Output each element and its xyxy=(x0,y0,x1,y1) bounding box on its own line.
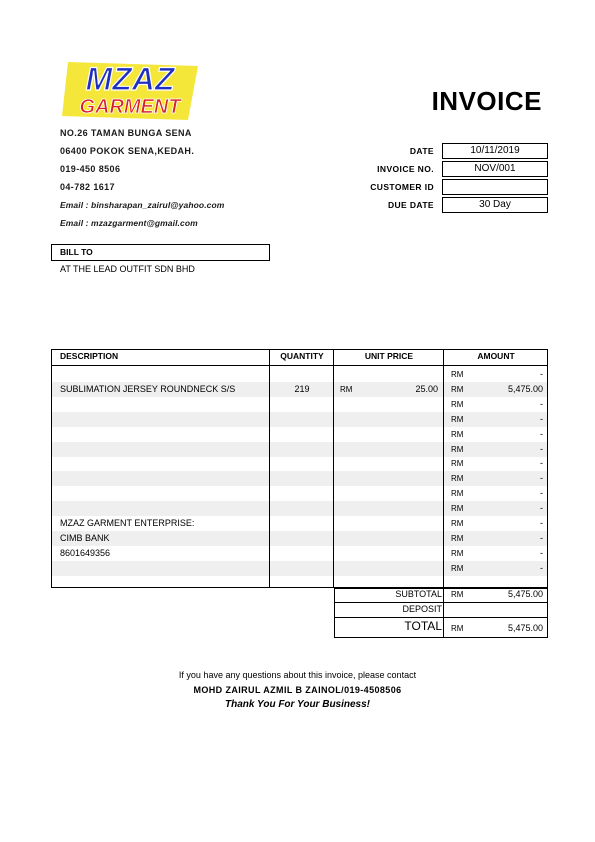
row-unit-currency xyxy=(340,412,360,427)
row-amount: - xyxy=(540,488,543,499)
row-unit-currency xyxy=(340,367,360,382)
row-unit-price xyxy=(360,471,438,486)
row-unit-currency xyxy=(340,442,360,457)
row-amount-currency: RM xyxy=(451,533,464,543)
row-amount-currency: RM xyxy=(451,399,464,409)
row-unit-currency xyxy=(340,397,360,412)
row-unit-currency xyxy=(340,427,360,442)
footer-contact-name: MOHD ZAIRUL AZMIL B ZAINOL/019-4508506 xyxy=(193,685,402,695)
description-header: DESCRIPTION xyxy=(51,349,270,366)
row-unit-price xyxy=(360,561,438,576)
row-unit-price xyxy=(360,412,438,427)
row-unit-price xyxy=(360,531,438,546)
row-amount: 5,475.00 xyxy=(507,383,543,394)
column-divider xyxy=(443,349,444,588)
row-description xyxy=(60,456,265,471)
subtotal-value: 5,475.00 xyxy=(507,589,543,599)
row-description xyxy=(60,427,265,442)
row-amount-currency: RM xyxy=(451,414,464,424)
customer-id-label: CUSTOMER ID xyxy=(370,182,434,192)
row-amount-currency: RM xyxy=(451,489,464,499)
row-unit-price xyxy=(360,501,438,516)
due-date-label: DUE DATE xyxy=(387,200,434,210)
row-quantity xyxy=(270,486,334,501)
row-unit-currency xyxy=(340,456,360,471)
row-quantity xyxy=(270,412,334,427)
row-unit-currency: RM xyxy=(340,384,353,394)
logo-text-main: MZAZ xyxy=(85,61,175,97)
bill-to-header: BILL TO xyxy=(51,244,270,261)
column-divider xyxy=(269,349,270,588)
row-unit-currency xyxy=(340,486,360,501)
row-amount-currency: RM xyxy=(451,519,464,528)
row-amount-currency: RM xyxy=(451,444,464,454)
company-address-line-1: NO.26 TAMAN BUNGA SENA xyxy=(60,128,192,138)
row-unit-price xyxy=(360,397,438,412)
row-description: MZAZ GARMENT ENTERPRISE: xyxy=(60,518,195,528)
row-amount: - xyxy=(540,503,543,514)
row-amount: - xyxy=(540,369,543,379)
logo-text-sub: GARMENT xyxy=(79,96,181,118)
row-quantity: 219 xyxy=(294,383,310,394)
row-unit-price xyxy=(360,367,438,382)
row-amount-currency: RM xyxy=(451,459,464,469)
deposit-label: DEPOSIT xyxy=(402,604,442,614)
row-description: SUBLIMATION JERSEY ROUNDNECK S/S xyxy=(60,383,236,394)
row-unit-currency xyxy=(340,546,360,561)
column-divider xyxy=(443,603,444,618)
page-title: INVOICE xyxy=(431,86,542,116)
date-value: 10/11/2019 xyxy=(442,143,548,159)
row-amount: - xyxy=(540,458,543,469)
row-description xyxy=(60,397,265,412)
row-amount: - xyxy=(540,547,543,558)
row-unit-price xyxy=(360,427,438,442)
company-phone-2: 04-782 1617 xyxy=(60,182,115,192)
invoice-no-value: NOV/001 xyxy=(442,161,548,177)
column-divider xyxy=(443,588,444,603)
row-amount-currency: RM xyxy=(451,563,464,573)
row-quantity xyxy=(270,456,334,471)
row-amount: - xyxy=(540,413,543,424)
row-quantity xyxy=(270,561,334,576)
row-description: 8601649356 xyxy=(60,547,111,558)
amount-header: AMOUNT xyxy=(444,349,548,366)
company-phone-1: 019-450 8506 xyxy=(60,164,121,174)
row-amount-currency: RM xyxy=(451,548,464,558)
row-unit-price xyxy=(360,516,438,531)
row-quantity xyxy=(270,442,334,457)
row-unit-price xyxy=(360,442,438,457)
footer-contact-note: If you have any questions about this invoice, please contact xyxy=(178,670,417,680)
row-description xyxy=(60,412,265,427)
row-amount: - xyxy=(540,398,543,409)
company-email-2: Email : mzazgarment@gmail.com xyxy=(60,218,198,228)
company-address-line-2: 06400 POKOK SENA,KEDAH. xyxy=(60,146,195,156)
total-label: TOTAL xyxy=(404,619,442,633)
row-unit-currency xyxy=(340,501,360,516)
row-quantity xyxy=(270,531,334,546)
row-amount-currency: RM xyxy=(451,429,464,439)
company-email-1: Email : binsharapan_zairul@yahoo.com xyxy=(60,200,225,210)
row-unit-currency xyxy=(340,531,360,546)
row-quantity xyxy=(270,516,334,531)
row-description xyxy=(60,471,265,486)
row-unit-currency xyxy=(340,471,360,486)
date-label: DATE xyxy=(409,146,434,156)
row-quantity xyxy=(270,501,334,516)
row-unit-currency xyxy=(340,516,360,531)
row-description xyxy=(60,367,265,382)
bill-to-name: AT THE LEAD OUTFIT SDN BHD xyxy=(60,264,195,274)
row-unit-currency xyxy=(340,561,360,576)
row-amount: - xyxy=(540,518,543,528)
row-quantity xyxy=(270,546,334,561)
row-quantity xyxy=(270,367,334,382)
row-amount: - xyxy=(540,562,543,573)
customer-id-value xyxy=(442,179,548,195)
row-description xyxy=(60,561,265,576)
row-quantity xyxy=(270,427,334,442)
column-divider xyxy=(333,349,334,588)
row-unit-price xyxy=(360,546,438,561)
company-logo xyxy=(60,58,202,124)
row-description xyxy=(60,501,265,516)
column-divider xyxy=(443,618,444,638)
row-quantity xyxy=(270,471,334,486)
invoice-no-label: INVOICE NO. xyxy=(377,164,434,174)
total-currency: RM xyxy=(451,624,464,633)
subtotal-currency: RM xyxy=(451,590,464,599)
row-description xyxy=(60,442,265,457)
due-date-value: 30 Day xyxy=(442,197,548,213)
row-amount: - xyxy=(540,443,543,454)
row-description: CIMB BANK xyxy=(60,532,110,543)
row-amount-currency: RM xyxy=(451,474,464,484)
row-amount-currency: RM xyxy=(451,384,464,394)
row-amount-currency: RM xyxy=(451,370,464,379)
row-quantity xyxy=(270,397,334,412)
row-description xyxy=(60,486,265,501)
row-amount-currency: RM xyxy=(451,504,464,514)
row-amount: - xyxy=(540,473,543,484)
unit-price-header: UNIT PRICE xyxy=(334,349,444,366)
subtotal-label: SUBTOTAL xyxy=(395,589,442,599)
row-unit-price: 25.00 xyxy=(415,383,438,394)
total-value: 5,475.00 xyxy=(507,623,543,633)
quantity-header: QUANTITY xyxy=(270,349,334,366)
row-amount: - xyxy=(540,532,543,543)
footer-thank-you: Thank You For Your Business! xyxy=(224,699,371,710)
row-amount: - xyxy=(540,428,543,439)
row-unit-price xyxy=(360,456,438,471)
row-unit-price xyxy=(360,486,438,501)
